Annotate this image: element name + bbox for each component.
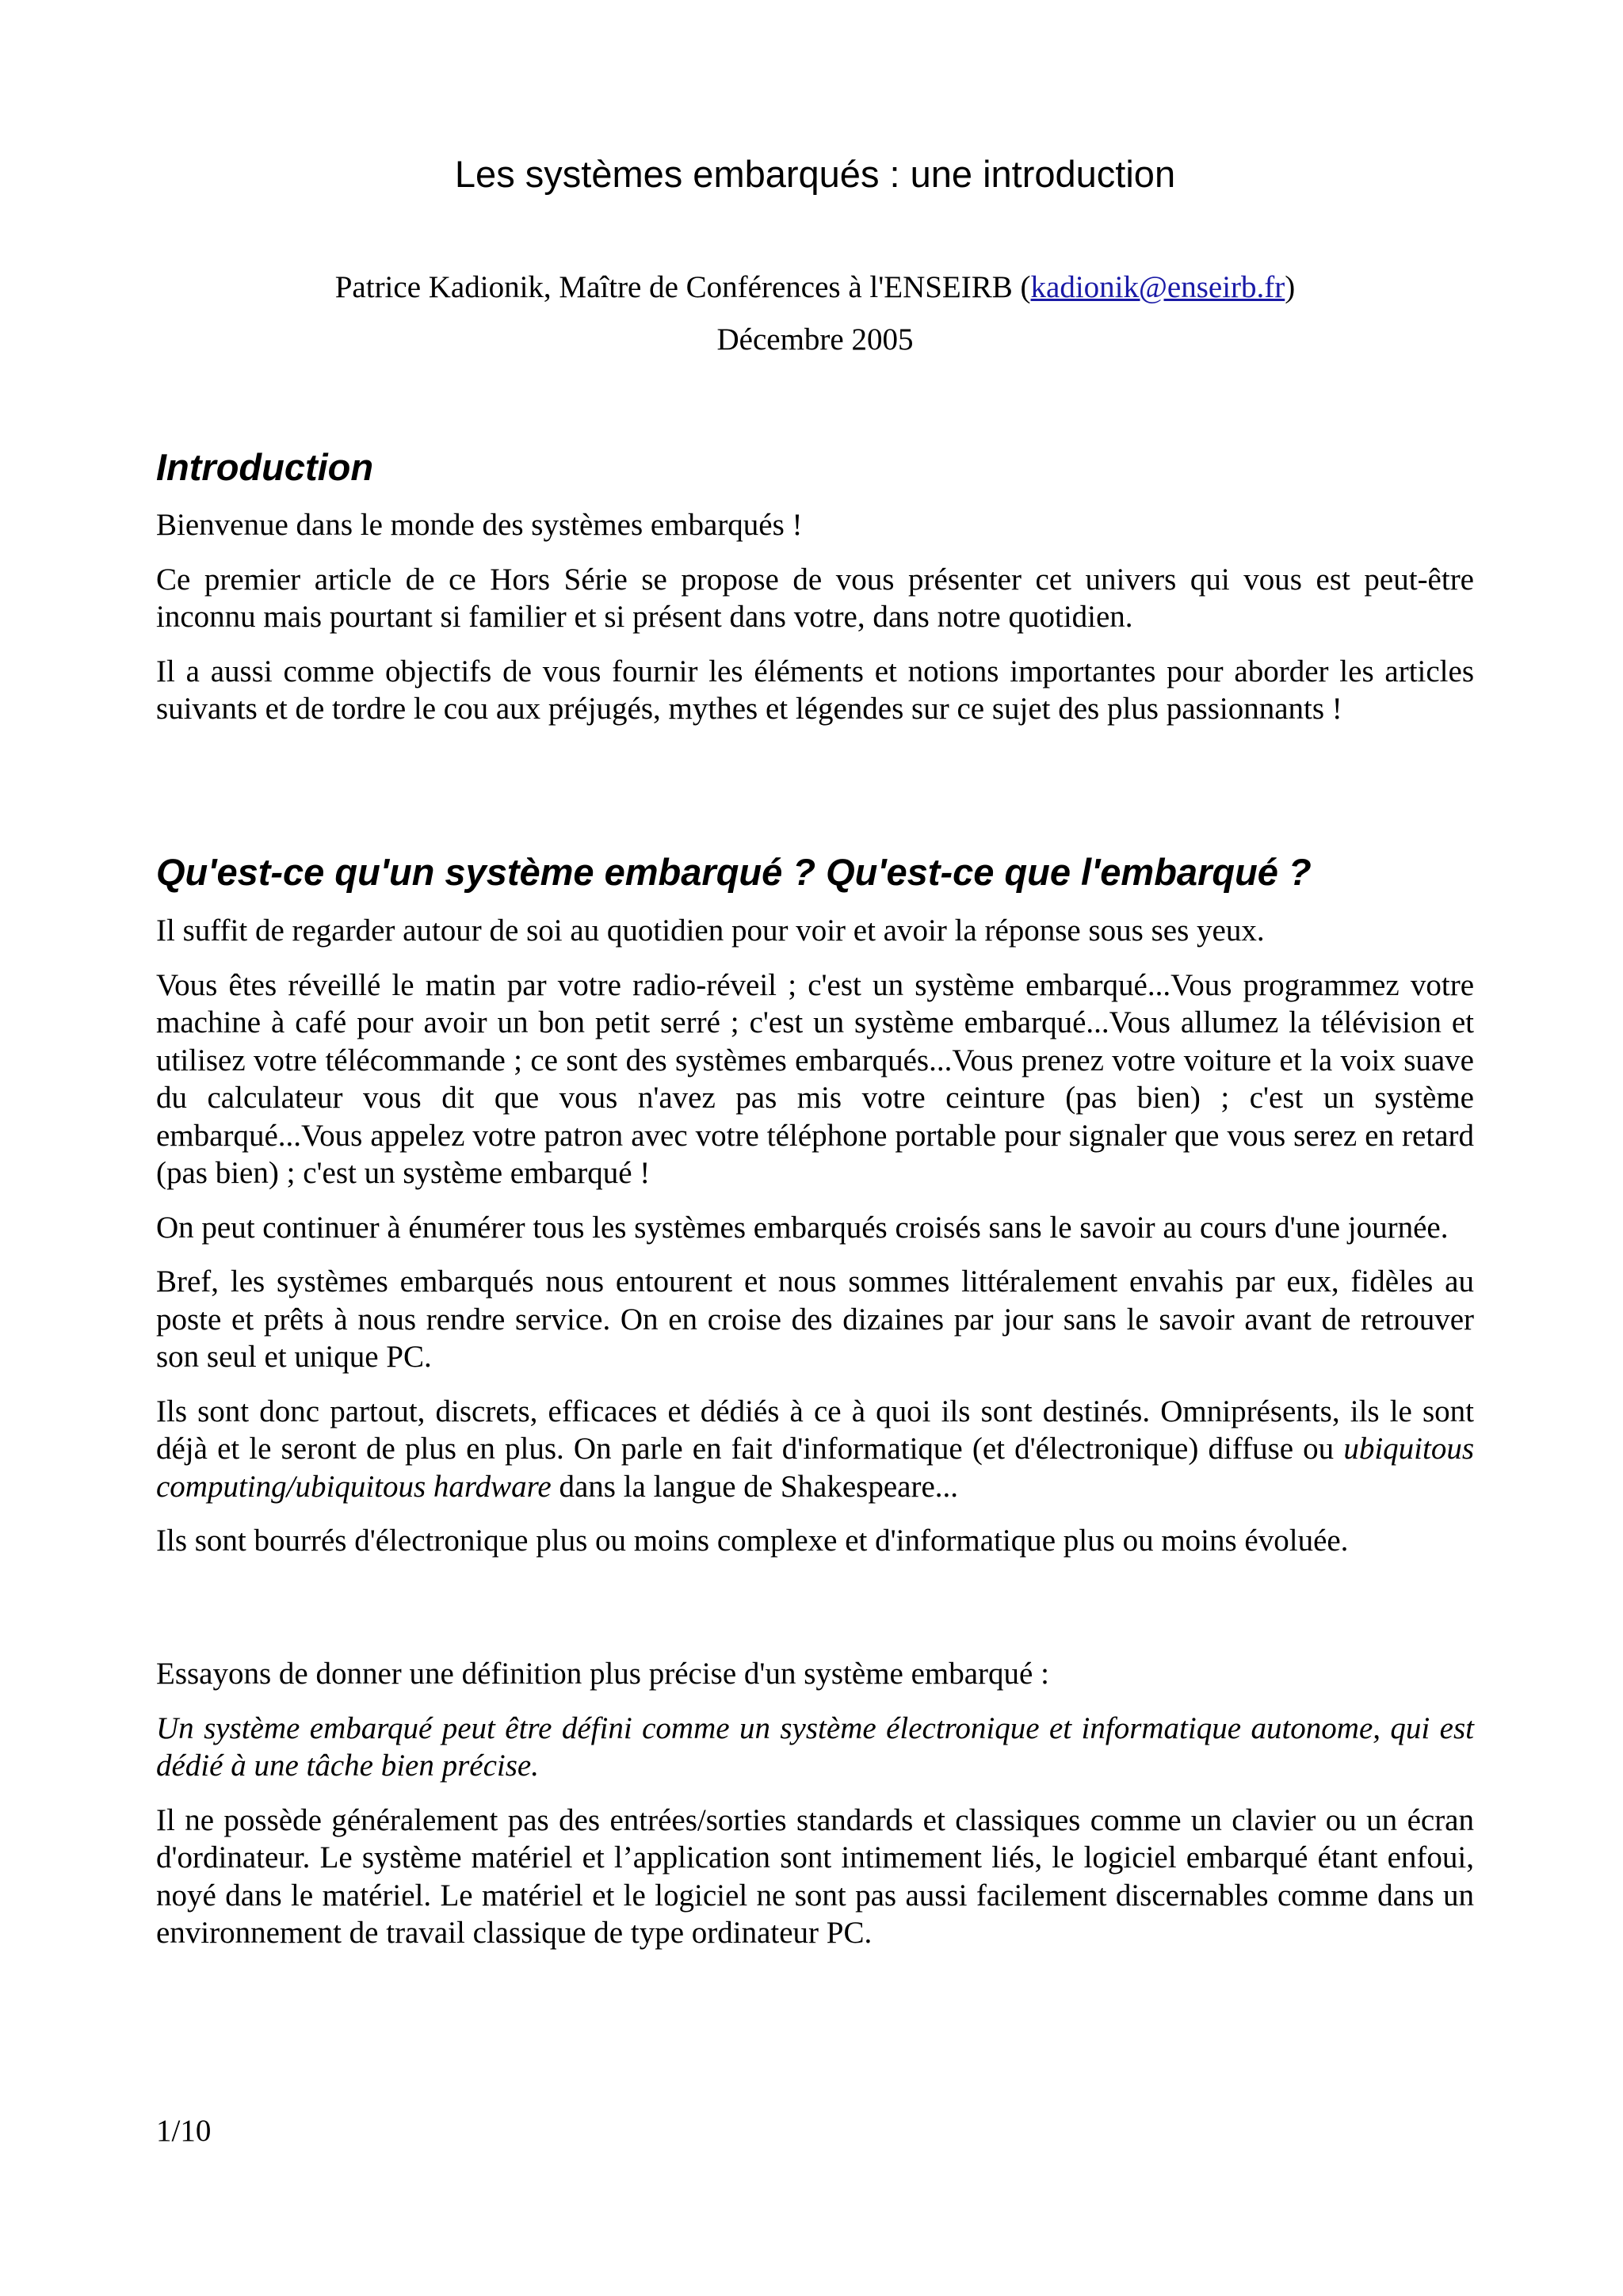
definition-block xyxy=(156,1655,1474,1969)
paragraph: Bienvenue dans le monde des systèmes embarqués ! xyxy=(156,508,803,542)
paragraph: Vous êtes réveillé le matin par votre radio-réveil ; c'est un système embarqué...Vous programmez votre machine à café pour avoir un bon petit serré ; c'est un système embarqué...Vous allumez la télévision et utilisez votre télécommande ; ce sont des systèmes embarqués...Vous prenez votre voiture et la voix suave du calculateur vous dit que vous n'avez pas mis votre ceinture (pas bien) ; c'est un système embarqué...Vous appelez votre patron avec votre téléphone portable pour signaler que vous serez en retard (pas bien) ; c'est un système embarqué ! xyxy=(156,967,1474,1190)
author-name: Patrice Kadionik, Maître de Conférences à l'ENSEIRB ( xyxy=(334,270,1031,304)
author-suffix: ) xyxy=(1285,270,1296,304)
italic-term: ubiquitous computing/ubiquitous hardware xyxy=(156,1432,1474,1504)
author-email-link[interactable]: kadionik@enseirb.fr xyxy=(1030,270,1285,304)
page-number: 1/10 xyxy=(156,2114,212,2148)
paragraph: Bref, les systèmes embarqués nous entourent et nous sommes littéralement envahis par eux, fidèles au poste et prêts à nous rendre service. On en croise des dizaines par jour sans le savoir avant de retrouver son seul et unique PC. xyxy=(156,1264,1474,1374)
document-date: Décembre 2005 xyxy=(716,322,914,357)
author-line xyxy=(156,268,1474,307)
section-what-is-embedded-body xyxy=(156,912,1474,1577)
section-heading-what-is-embedded: Qu'est-ce qu'un système embarqué ? Qu'est-ce que l'embarqué ? xyxy=(156,851,1312,893)
paragraph: On peut continuer à énumérer tous les systèmes embarqués croisés sans le savoir au cours d'une journée. xyxy=(156,1210,1449,1245)
paragraph: Ils sont bourrés d'électronique plus ou moins complexe et d'informatique plus ou moins évoluée. xyxy=(156,1524,1349,1558)
paragraph-text: dans la langue de Shakespeare... xyxy=(559,1469,959,1504)
document-title: Les systèmes embarqués : une introduction xyxy=(454,153,1176,195)
paragraph: Il ne possède généralement pas des entrées/sorties standards et classiques comme un clavier ou un écran d'ordinateur. Le système matériel et l’application sont intimement liés, le logiciel embarqué étant enfoui, noyé dans le matériel. Le matériel et le logiciel ne sont pas aussi facilement discernables comme dans un environnement de travail classique de type ordinateur PC. xyxy=(156,1802,1474,1950)
paragraph xyxy=(156,1393,1474,1506)
paragraph: Ce premier article de ce Hors Série se propose de vous présenter cet univers qui vous est peut-être inconnu mais pourtant si familier et si présent dans votre, dans notre quotidien. xyxy=(156,562,1474,634)
definition-text: Un système embarqué peut être défini comme un système électronique et informatique autonome, qui est dédié à une tâche bien précise. xyxy=(156,1711,1474,1783)
section-introduction-body xyxy=(156,506,1474,745)
paragraph: Il suffit de regarder autour de soi au quotidien pour voir et avoir la réponse sous ses yeux. xyxy=(156,913,1265,948)
paragraph: Il a aussi comme objectifs de vous fournir les éléments et notions importantes pour aborder les articles suivants et de tordre le cou aux préjugés, mythes et légendes sur ce sujet des plus passionnants ! xyxy=(156,654,1474,726)
definition-intro: Essayons de donner une définition plus précise d'un système embarqué : xyxy=(156,1657,1049,1691)
section-heading-introduction: Introduction xyxy=(156,446,374,488)
paragraph-text: Ils sont donc partout, discrets, efficaces et dédiés à ce à quoi ils sont destinés. Omniprésents, ils le sont déjà et le seront de plus en plus. On parle en fait d'informatique (et d'électronique) diffuse ou xyxy=(156,1394,1474,1466)
